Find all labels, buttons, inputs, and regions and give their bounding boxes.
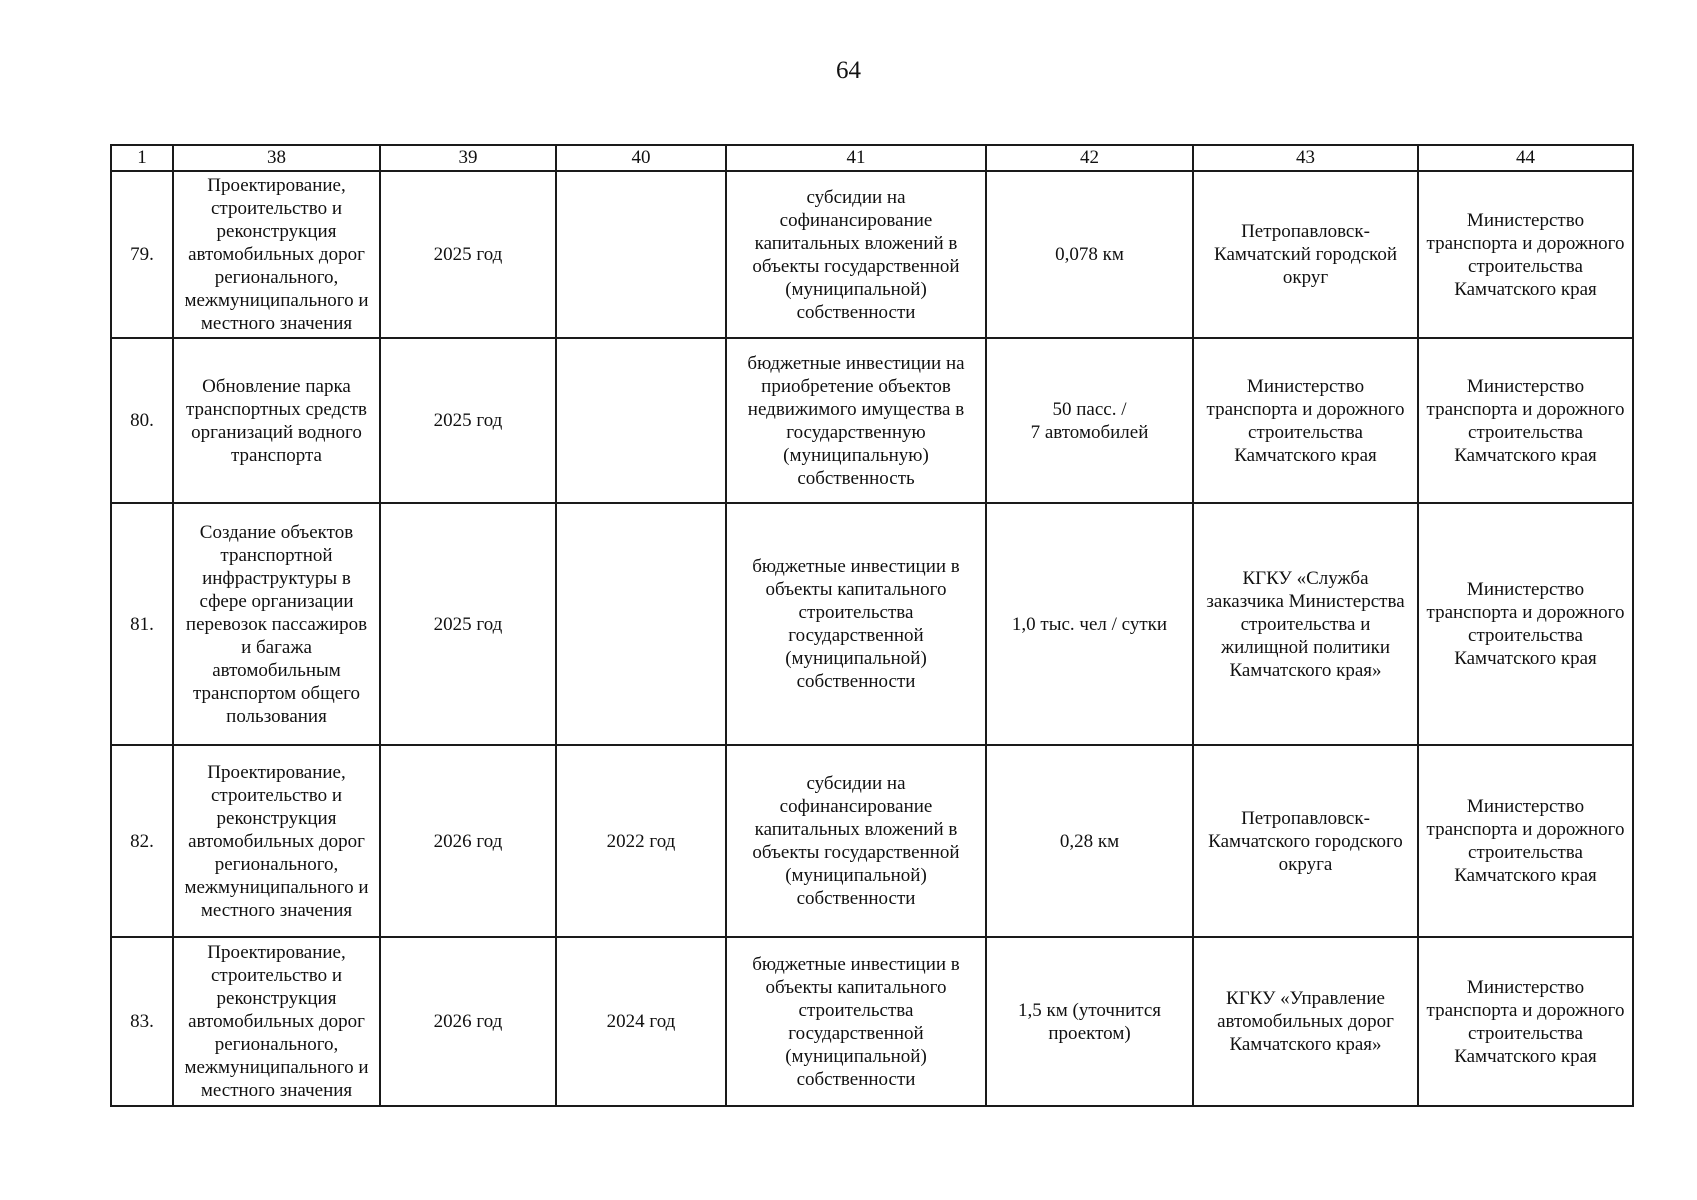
row-number: 79. bbox=[111, 171, 173, 338]
project-name-cell: Создание объектов транспортной инфраструктуры в сфере организации перевозок пассажиров и багажа автомобильным транспортом общего пользования bbox=[173, 503, 380, 745]
row-number: 82. bbox=[111, 745, 173, 937]
capacity-cell: 1,5 км (уточнится проектом) bbox=[986, 937, 1193, 1106]
year-cell: 2025 год bbox=[380, 171, 556, 338]
funding-type-cell: бюджетные инвестиции на приобретение объектов недвижимого имущества в государственную (муниципальную) собственность bbox=[726, 338, 986, 503]
row-number: 81. bbox=[111, 503, 173, 745]
recipient-cell: Петропавловск- Камчатский городской округ bbox=[1193, 171, 1418, 338]
data-table bbox=[110, 144, 1634, 1107]
capacity-cell: 0,28 км bbox=[986, 745, 1193, 937]
responsible-cell: Министерство транспорта и дорожного строительства Камчатского края bbox=[1418, 503, 1633, 745]
start-year-cell bbox=[556, 338, 726, 503]
table-row bbox=[111, 338, 1633, 503]
capacity-cell: 1,0 тыс. чел / сутки bbox=[986, 503, 1193, 745]
responsible-cell: Министерство транспорта и дорожного строительства Камчатского края bbox=[1418, 937, 1633, 1106]
year-cell: 2025 год bbox=[380, 503, 556, 745]
start-year-cell bbox=[556, 503, 726, 745]
start-year-cell: 2022 год bbox=[556, 745, 726, 937]
funding-type-cell: бюджетные инвестиции в объекты капитального строительства государственной (муниципальной) собственности bbox=[726, 503, 986, 745]
funding-type-cell: субсидии на софинансирование капитальных вложений в объекты государственной (муниципальной) собственности bbox=[726, 171, 986, 338]
table-header-row bbox=[111, 145, 1633, 171]
column-header: 38 bbox=[173, 145, 380, 171]
recipient-cell: Министерство транспорта и дорожного строительства Камчатского края bbox=[1193, 338, 1418, 503]
table-row bbox=[111, 745, 1633, 937]
table-row bbox=[111, 171, 1633, 338]
column-header: 39 bbox=[380, 145, 556, 171]
column-header: 44 bbox=[1418, 145, 1633, 171]
project-name-cell: Проектирование, строительство и реконструкция автомобильных дорог регионального, межмуниципального и местного значения bbox=[173, 745, 380, 937]
project-name-cell: Проектирование, строительство и реконструкция автомобильных дорог регионального, межмуниципального и местного значения bbox=[173, 937, 380, 1106]
start-year-cell bbox=[556, 171, 726, 338]
page-number: 64 bbox=[836, 57, 861, 84]
responsible-cell: Министерство транспорта и дорожного строительства Камчатского края bbox=[1418, 338, 1633, 503]
year-cell: 2025 год bbox=[380, 338, 556, 503]
funding-type-cell: бюджетные инвестиции в объекты капитального строительства государственной (муниципальной) собственности bbox=[726, 937, 986, 1106]
table-row bbox=[111, 937, 1633, 1106]
responsible-cell: Министерство транспорта и дорожного строительства Камчатского края bbox=[1418, 745, 1633, 937]
column-header: 40 bbox=[556, 145, 726, 171]
column-header: 43 bbox=[1193, 145, 1418, 171]
recipient-cell: Петропавловск- Камчатского городского округа bbox=[1193, 745, 1418, 937]
row-number: 80. bbox=[111, 338, 173, 503]
recipient-cell: КГКУ «Служба заказчика Министерства строительства и жилищной политики Камчатского края» bbox=[1193, 503, 1418, 745]
responsible-cell: Министерство транспорта и дорожного строительства Камчатского края bbox=[1418, 171, 1633, 338]
funding-type-cell: субсидии на софинансирование капитальных вложений в объекты государственной (муниципальной) собственности bbox=[726, 745, 986, 937]
column-header: 41 bbox=[726, 145, 986, 171]
start-year-cell: 2024 год bbox=[556, 937, 726, 1106]
table-row bbox=[111, 503, 1633, 745]
year-cell: 2026 год bbox=[380, 937, 556, 1106]
year-cell: 2026 год bbox=[380, 745, 556, 937]
recipient-cell: КГКУ «Управление автомобильных дорог Камчатского края» bbox=[1193, 937, 1418, 1106]
project-name-cell: Проектирование, строительство и реконструкция автомобильных дорог регионального, межмуниципального и местного значения bbox=[173, 171, 380, 338]
project-name-cell: Обновление парка транспортных средств организаций водного транспорта bbox=[173, 338, 380, 503]
row-number: 83. bbox=[111, 937, 173, 1106]
column-header: 42 bbox=[986, 145, 1193, 171]
capacity-cell: 0,078 км bbox=[986, 171, 1193, 338]
capacity-cell: 50 пасс. / 7 автомобилей bbox=[986, 338, 1193, 503]
column-header: 1 bbox=[111, 145, 173, 171]
